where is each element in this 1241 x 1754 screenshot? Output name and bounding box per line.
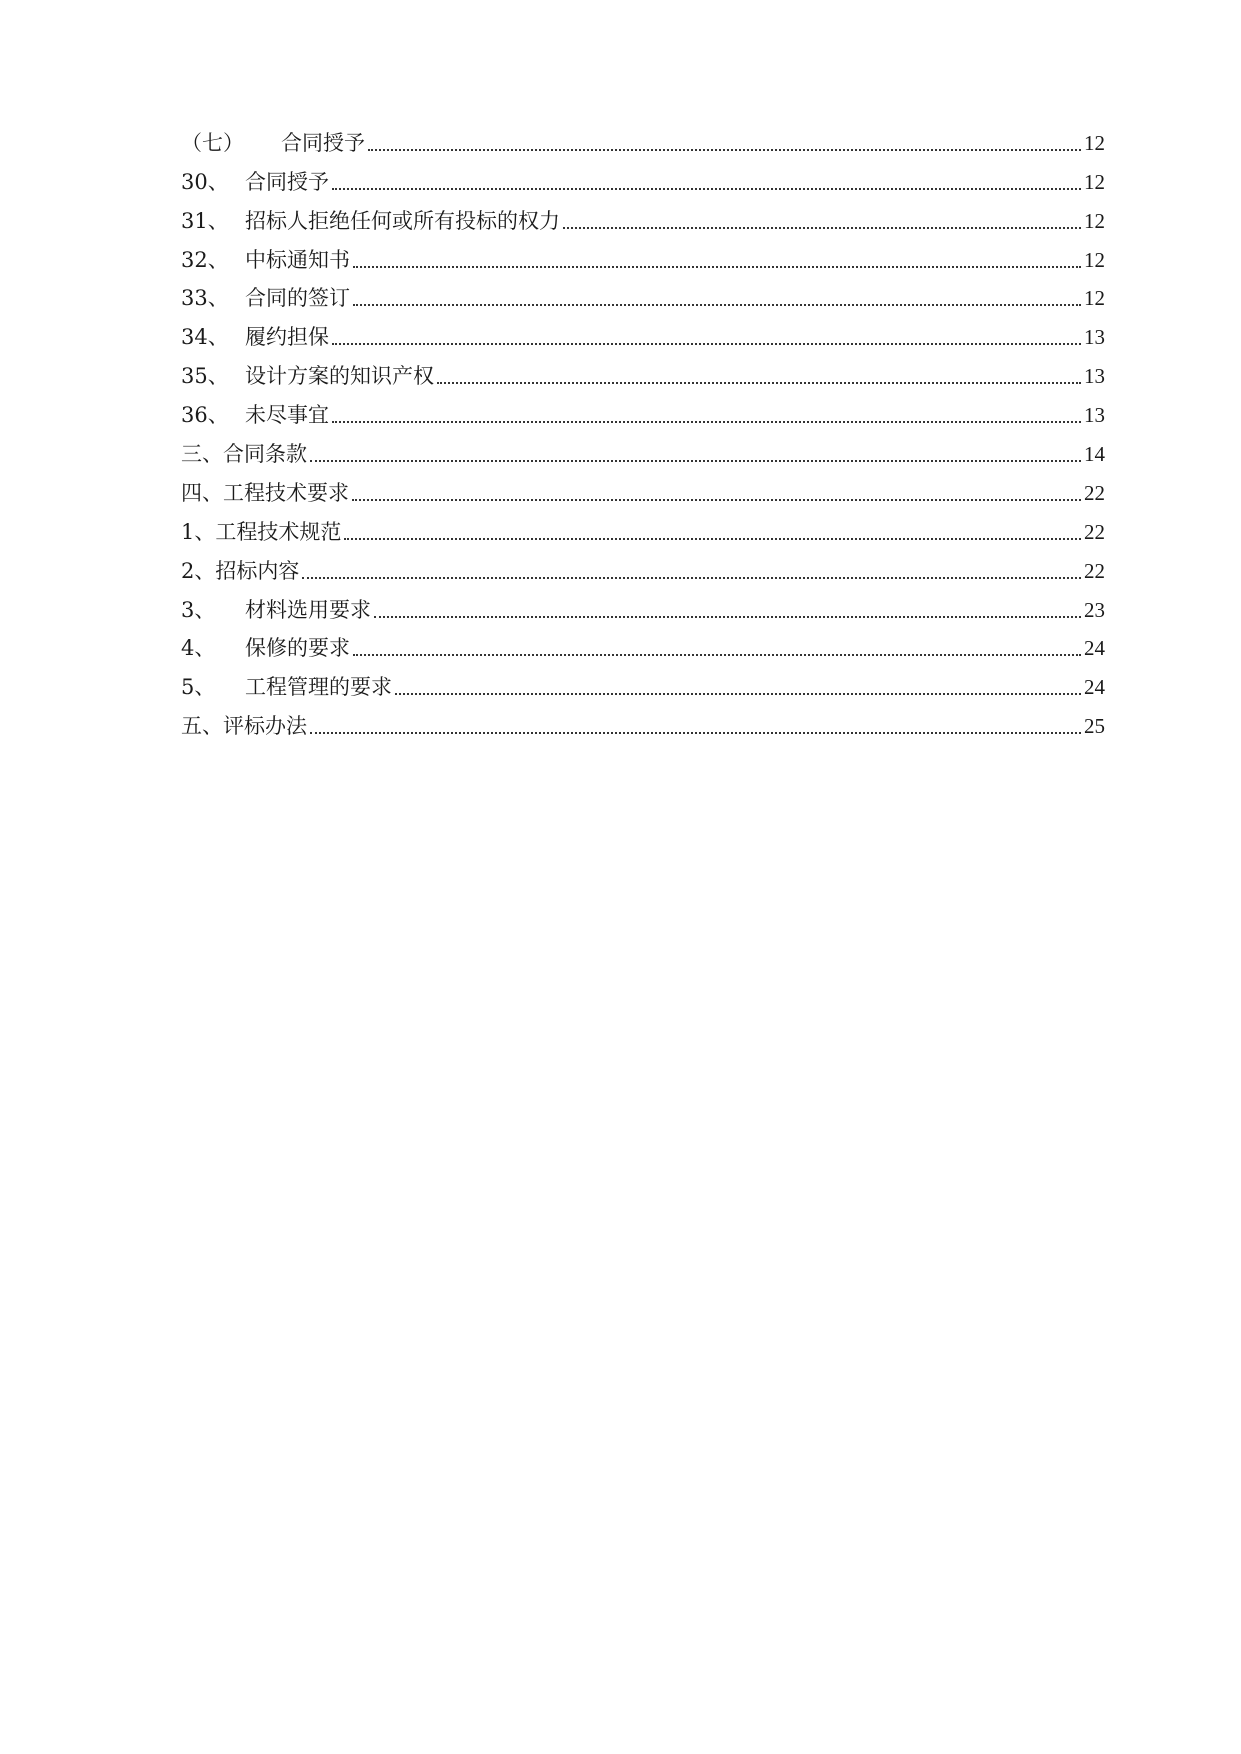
toc-entry-title: 工程技术规范 bbox=[215, 519, 342, 544]
toc-entry-number: 31、 bbox=[181, 208, 229, 233]
dot-leader bbox=[332, 324, 1081, 350]
toc-entry-number: 4、 bbox=[181, 636, 216, 661]
toc-entry-title: 评标办法 bbox=[223, 714, 307, 739]
dot-leader bbox=[563, 208, 1081, 234]
toc-entry-title: 工程管理的要求 bbox=[245, 675, 392, 700]
toc-entry-page: 14 bbox=[1084, 442, 1105, 467]
toc-entry[interactable] bbox=[181, 273, 1105, 312]
dot-leader bbox=[352, 480, 1081, 506]
toc-entry-page: 13 bbox=[1084, 325, 1105, 350]
toc-entry-page: 24 bbox=[1084, 636, 1105, 661]
toc-entry-title: 招标内容 bbox=[215, 558, 300, 583]
toc-entry[interactable] bbox=[181, 506, 1105, 545]
dot-leader bbox=[395, 674, 1081, 700]
toc-entry-title: 中标通知书 bbox=[245, 247, 350, 272]
toc-entry-title: 工程技术要求 bbox=[223, 480, 349, 505]
toc-entry-title: 招标人拒绝任何或所有投标的权力 bbox=[245, 208, 560, 233]
toc-entry[interactable] bbox=[181, 389, 1105, 428]
dot-leader bbox=[344, 519, 1081, 545]
toc-entry[interactable] bbox=[181, 700, 1105, 739]
toc-entry-page: 23 bbox=[1084, 597, 1105, 622]
toc-entry-number: 30、 bbox=[181, 169, 229, 194]
dot-leader bbox=[374, 597, 1081, 623]
toc-entry-title: 合同的签订 bbox=[245, 286, 350, 311]
toc-entry-page: 22 bbox=[1084, 480, 1105, 505]
toc-entry-page: 12 bbox=[1084, 247, 1105, 272]
toc-entry-number: 四、 bbox=[181, 480, 223, 505]
toc-entry-title: 设计方案的知识产权 bbox=[245, 364, 434, 389]
toc-entry[interactable] bbox=[181, 156, 1105, 195]
dot-leader bbox=[310, 713, 1081, 739]
toc-entry[interactable] bbox=[181, 623, 1105, 662]
toc-entry-page: 24 bbox=[1084, 675, 1105, 700]
toc-entry-title: 材料选用要求 bbox=[245, 597, 371, 622]
toc-entry[interactable] bbox=[181, 234, 1105, 273]
table-of-contents bbox=[181, 117, 1105, 739]
toc-entry-number: （七） bbox=[181, 130, 244, 155]
toc-entry-page: 25 bbox=[1084, 714, 1105, 739]
toc-entry-page: 12 bbox=[1084, 208, 1105, 233]
toc-entry-number: 2、 bbox=[181, 558, 216, 583]
toc-entry[interactable] bbox=[181, 428, 1105, 467]
toc-entry[interactable] bbox=[181, 195, 1105, 234]
dot-leader bbox=[302, 558, 1081, 584]
toc-entry-page: 12 bbox=[1084, 169, 1105, 194]
toc-entry-page: 22 bbox=[1084, 558, 1105, 583]
toc-entry-number: 32、 bbox=[181, 247, 229, 272]
toc-entry-page: 13 bbox=[1084, 403, 1105, 428]
dot-leader bbox=[332, 169, 1081, 195]
toc-entry[interactable] bbox=[181, 311, 1105, 350]
toc-entry-title: 合同条款 bbox=[223, 442, 307, 467]
dot-leader bbox=[353, 635, 1081, 661]
toc-entry-number: 1、 bbox=[181, 519, 216, 544]
toc-entry-page: 12 bbox=[1084, 286, 1105, 311]
dot-leader bbox=[332, 402, 1081, 428]
dot-leader bbox=[437, 363, 1081, 389]
toc-entry-title: 保修的要求 bbox=[245, 636, 350, 661]
dot-leader bbox=[353, 247, 1081, 273]
toc-entry-number: 35、 bbox=[181, 364, 229, 389]
toc-entry-number: 5、 bbox=[181, 675, 216, 700]
dot-leader bbox=[368, 130, 1081, 156]
toc-entry-title: 合同授予 bbox=[281, 130, 365, 155]
toc-entry-title: 履约担保 bbox=[245, 325, 329, 350]
dot-leader bbox=[310, 441, 1081, 467]
toc-entry-page: 12 bbox=[1084, 130, 1105, 155]
toc-entry-number: 34、 bbox=[181, 325, 229, 350]
dot-leader bbox=[353, 285, 1081, 311]
toc-entry[interactable] bbox=[181, 467, 1105, 506]
toc-entry-title: 合同授予 bbox=[245, 169, 329, 194]
toc-entry[interactable] bbox=[181, 350, 1105, 389]
toc-entry-page: 13 bbox=[1084, 364, 1105, 389]
toc-entry-number: 3、 bbox=[181, 597, 216, 622]
toc-entry[interactable] bbox=[181, 661, 1105, 700]
toc-entry-number: 五、 bbox=[181, 714, 223, 739]
toc-entry-number: 三、 bbox=[181, 442, 223, 467]
toc-entry-number: 36、 bbox=[181, 403, 229, 428]
toc-entry-number: 33、 bbox=[181, 286, 229, 311]
toc-entry-title: 未尽事宜 bbox=[245, 403, 329, 428]
toc-entry[interactable] bbox=[181, 117, 1105, 156]
toc-entry-page: 22 bbox=[1084, 519, 1105, 544]
toc-entry[interactable] bbox=[181, 545, 1105, 584]
toc-entry[interactable] bbox=[181, 584, 1105, 623]
